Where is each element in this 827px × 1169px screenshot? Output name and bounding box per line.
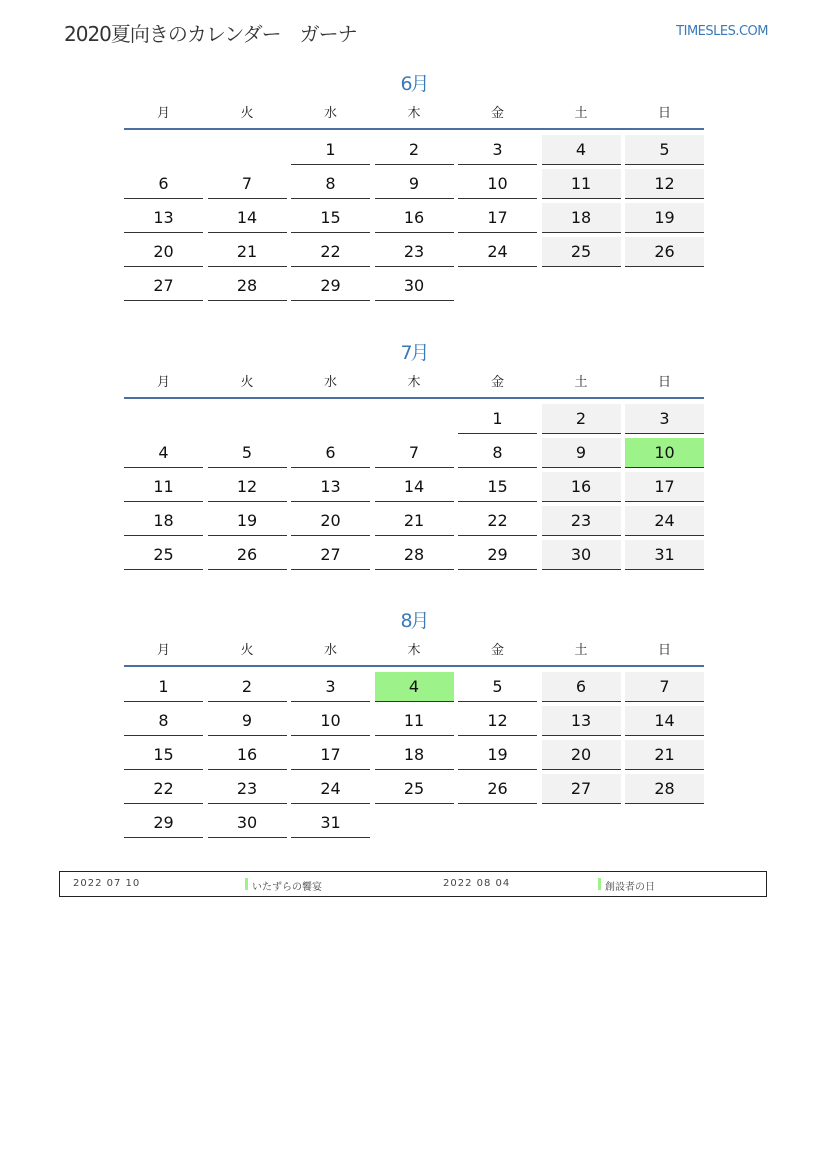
day-cell[interactable]: 30 [208, 808, 287, 838]
day-cell[interactable]: 9 [208, 706, 287, 736]
day-cell[interactable]: 15 [291, 203, 370, 233]
day-cell[interactable]: 26 [625, 237, 704, 267]
legend-holiday-label: いたずらの饗宴 [252, 882, 322, 893]
weekday-sun: 日 [657, 375, 671, 390]
day-cell[interactable]: 20 [124, 237, 203, 267]
day-cell[interactable]: 13 [124, 203, 203, 233]
day-cell[interactable]: 12 [458, 706, 537, 736]
weekday-header [124, 369, 704, 399]
legend-holiday-name [245, 878, 322, 893]
empty-cell [124, 404, 203, 434]
legend-holiday-name [598, 878, 655, 893]
weekday-mon: 月 [156, 106, 170, 121]
day-cell[interactable]: 18 [542, 203, 621, 233]
day-cell[interactable]: 11 [124, 472, 203, 502]
holiday-marker-icon [598, 878, 601, 890]
month-june [124, 70, 704, 301]
day-cell[interactable]: 16 [542, 472, 621, 502]
day-cell[interactable]: 14 [375, 472, 454, 502]
holiday-day-cell[interactable]: 4 [375, 672, 454, 702]
day-cell[interactable]: 8 [458, 438, 537, 468]
day-grid [124, 672, 704, 838]
day-cell[interactable]: 28 [208, 271, 287, 301]
day-grid [124, 135, 704, 301]
day-cell[interactable]: 19 [625, 203, 704, 233]
day-cell[interactable]: 6 [291, 438, 370, 468]
day-cell[interactable]: 10 [458, 169, 537, 199]
day-cell[interactable]: 20 [291, 506, 370, 536]
weekday-sun: 日 [657, 643, 671, 658]
weekday-tue: 火 [240, 106, 254, 121]
day-cell[interactable]: 30 [375, 271, 454, 301]
weekday-tue: 火 [240, 375, 254, 390]
day-cell[interactable]: 2 [542, 404, 621, 434]
day-grid [124, 404, 704, 570]
day-cell[interactable]: 4 [124, 438, 203, 468]
weekday-sat: 土 [574, 643, 588, 658]
day-cell[interactable]: 17 [625, 472, 704, 502]
day-cell[interactable]: 15 [458, 472, 537, 502]
day-cell[interactable]: 2 [375, 135, 454, 165]
day-cell[interactable]: 17 [458, 203, 537, 233]
weekday-thu: 木 [407, 375, 421, 390]
day-cell[interactable]: 22 [291, 237, 370, 267]
holiday-marker-icon [245, 878, 248, 890]
day-cell[interactable]: 3 [291, 672, 370, 702]
day-cell[interactable]: 20 [542, 740, 621, 770]
day-cell[interactable]: 11 [375, 706, 454, 736]
day-cell[interactable]: 9 [375, 169, 454, 199]
day-cell[interactable]: 1 [124, 672, 203, 702]
holiday-legend [59, 871, 767, 897]
weekday-fri: 金 [490, 643, 504, 658]
day-cell[interactable]: 6 [542, 672, 621, 702]
day-cell[interactable]: 7 [375, 438, 454, 468]
day-cell[interactable]: 24 [625, 506, 704, 536]
day-cell[interactable]: 10 [291, 706, 370, 736]
day-cell[interactable]: 27 [291, 540, 370, 570]
day-cell[interactable]: 23 [375, 237, 454, 267]
day-cell[interactable]: 27 [542, 774, 621, 804]
day-cell[interactable]: 18 [375, 740, 454, 770]
day-cell[interactable]: 27 [124, 271, 203, 301]
day-cell[interactable]: 13 [542, 706, 621, 736]
day-cell[interactable]: 25 [375, 774, 454, 804]
day-cell[interactable]: 1 [291, 135, 370, 165]
day-cell[interactable]: 22 [124, 774, 203, 804]
weekday-thu: 木 [407, 106, 421, 121]
weekday-tue: 火 [240, 643, 254, 658]
weekday-fri: 金 [490, 106, 504, 121]
day-cell[interactable]: 29 [458, 540, 537, 570]
day-cell[interactable]: 21 [375, 506, 454, 536]
legend-holiday-label: 創設者の日 [605, 882, 655, 893]
day-cell[interactable]: 31 [291, 808, 370, 838]
day-cell[interactable]: 16 [208, 740, 287, 770]
month-august [124, 607, 704, 838]
day-cell[interactable]: 5 [625, 135, 704, 165]
holiday-day-cell[interactable]: 10 [625, 438, 704, 468]
month-title: 6月 [400, 73, 428, 95]
day-cell[interactable]: 25 [542, 237, 621, 267]
day-cell[interactable]: 3 [458, 135, 537, 165]
day-cell[interactable]: 30 [542, 540, 621, 570]
day-cell[interactable]: 7 [625, 672, 704, 702]
day-cell[interactable]: 21 [208, 237, 287, 267]
day-cell[interactable]: 12 [208, 472, 287, 502]
day-cell[interactable]: 2 [208, 672, 287, 702]
day-cell[interactable]: 5 [458, 672, 537, 702]
day-cell[interactable]: 24 [291, 774, 370, 804]
weekday-wed: 水 [323, 375, 337, 390]
weekday-wed: 水 [323, 106, 337, 121]
day-cell[interactable]: 11 [542, 169, 621, 199]
day-cell[interactable]: 29 [124, 808, 203, 838]
weekday-sat: 土 [574, 106, 588, 121]
day-cell[interactable]: 29 [291, 271, 370, 301]
day-cell[interactable]: 23 [542, 506, 621, 536]
site-link[interactable]: TIMESLES.COM [676, 24, 768, 39]
day-cell[interactable]: 19 [208, 506, 287, 536]
weekday-sat: 土 [574, 375, 588, 390]
day-cell[interactable]: 7 [208, 169, 287, 199]
day-cell[interactable]: 21 [625, 740, 704, 770]
day-cell[interactable]: 13 [291, 472, 370, 502]
empty-cell [208, 404, 287, 434]
day-cell[interactable]: 12 [625, 169, 704, 199]
weekday-header [124, 100, 704, 130]
day-cell[interactable]: 28 [625, 774, 704, 804]
day-cell[interactable]: 26 [458, 774, 537, 804]
day-cell[interactable]: 31 [625, 540, 704, 570]
legend-date: 2022 08 04 [443, 878, 511, 889]
day-cell[interactable]: 17 [291, 740, 370, 770]
day-cell[interactable]: 3 [625, 404, 704, 434]
weekday-mon: 月 [156, 643, 170, 658]
weekday-thu: 木 [407, 643, 421, 658]
legend-date: 2022 07 10 [73, 878, 141, 889]
day-cell[interactable]: 9 [542, 438, 621, 468]
day-cell[interactable]: 16 [375, 203, 454, 233]
weekday-mon: 月 [156, 375, 170, 390]
weekday-fri: 金 [490, 375, 504, 390]
day-cell[interactable]: 18 [124, 506, 203, 536]
weekday-sun: 日 [657, 106, 671, 121]
day-cell[interactable]: 24 [458, 237, 537, 267]
day-cell[interactable]: 14 [208, 203, 287, 233]
day-cell[interactable]: 23 [208, 774, 287, 804]
day-cell[interactable]: 6 [124, 169, 203, 199]
day-cell[interactable]: 25 [124, 540, 203, 570]
month-july [124, 339, 704, 570]
month-title: 8月 [400, 610, 428, 632]
day-cell[interactable]: 19 [458, 740, 537, 770]
day-cell[interactable]: 4 [542, 135, 621, 165]
month-title: 7月 [400, 342, 428, 364]
day-cell[interactable]: 28 [375, 540, 454, 570]
day-cell[interactable]: 8 [124, 706, 203, 736]
empty-cell [208, 135, 287, 165]
empty-cell [375, 404, 454, 434]
empty-cell [124, 135, 203, 165]
weekday-header [124, 637, 704, 667]
empty-cell [291, 404, 370, 434]
day-cell[interactable]: 14 [625, 706, 704, 736]
day-cell[interactable]: 26 [208, 540, 287, 570]
day-cell[interactable]: 5 [208, 438, 287, 468]
day-cell[interactable]: 22 [458, 506, 537, 536]
day-cell[interactable]: 8 [291, 169, 370, 199]
page-title: 2020夏向きのカレンダー ガーナ [64, 22, 357, 46]
weekday-wed: 水 [323, 643, 337, 658]
day-cell[interactable]: 1 [458, 404, 537, 434]
day-cell[interactable]: 15 [124, 740, 203, 770]
